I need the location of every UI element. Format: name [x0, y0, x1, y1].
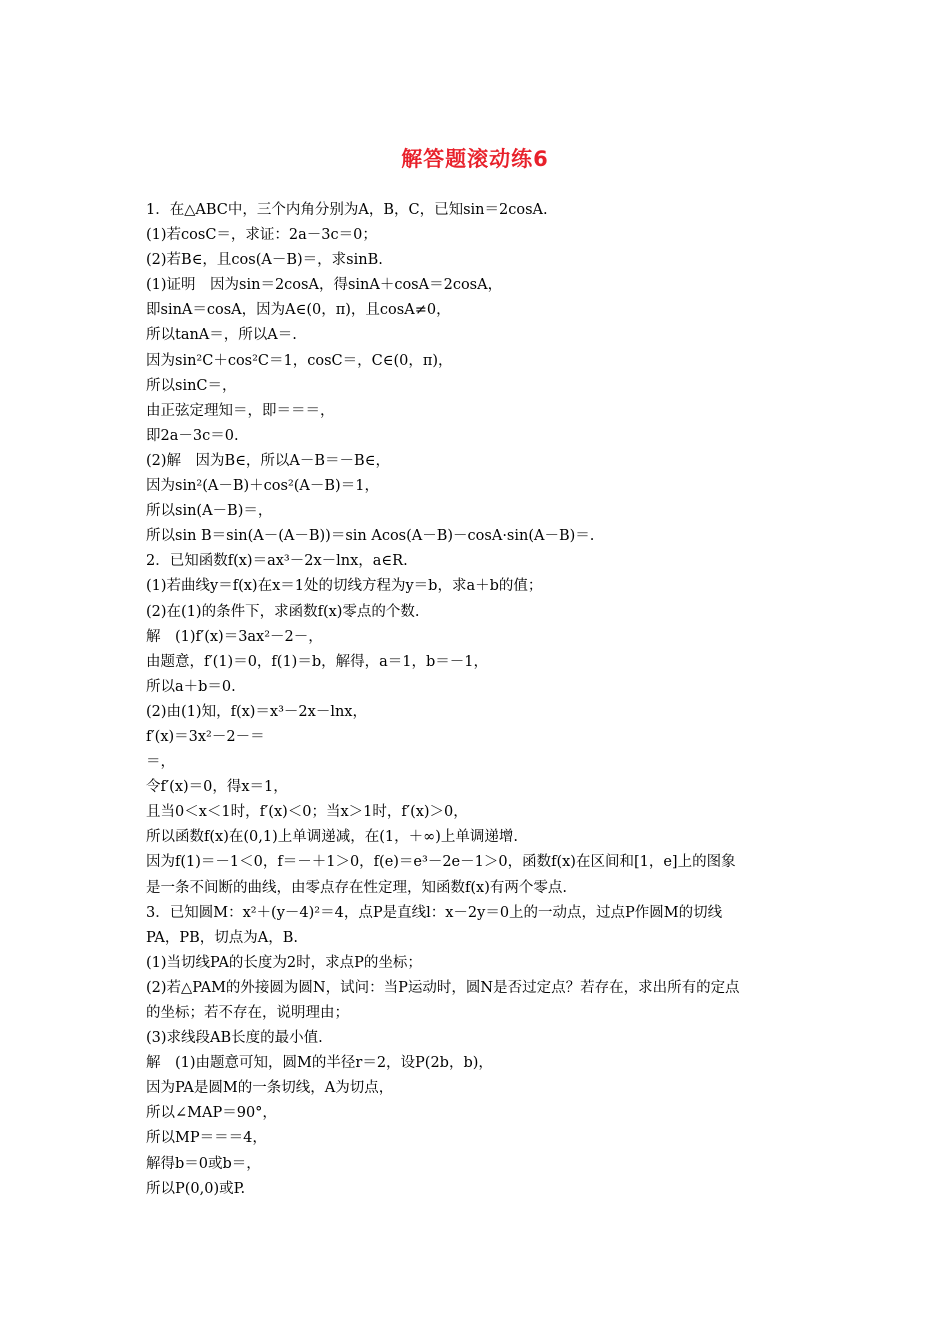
text-line: 所以a＋b＝0. [146, 678, 236, 695]
text-line: 且当0＜x＜1时，f′(x)＜0；当x＞1时，f′(x)＞0， [146, 804, 468, 821]
text-line: 由题意，f′(1)＝0，f(1)＝b，解得，a＝1，b＝－1， [146, 653, 488, 670]
text-line: PA，PB，切点为A，B. [146, 929, 299, 946]
text-line: (2)在(1)的条件下，求函数f(x)零点的个数. [146, 603, 420, 620]
text-line: 即2a－3c＝0. [146, 427, 239, 444]
text-line: 解 (1)由题意可知，圆M的半径r＝2，设P(2b，b)， [146, 1055, 493, 1072]
text-line: (1)若cosC＝，求证：2a－3c＝0； [146, 227, 377, 244]
text-line: 2．已知函数f(x)＝ax³－2x－lnx，a∈R. [146, 553, 408, 570]
text-line: 所以tanA＝，所以A＝. [146, 327, 297, 344]
text-line: (2)由(1)知，f(x)＝x³－2x－lnx， [146, 703, 367, 720]
text-line: (1)当切线PA的长度为2时，求点P的坐标； [146, 954, 422, 971]
text-line: 因为f(1)＝－1＜0，f＝－＋1＞0，f(e)＝e³－2e－1＞0，函数f(x)在区间和[1，e]上的图象 [146, 854, 736, 871]
page-title: 解答题滚动练6 [401, 147, 549, 171]
text-line: 所以sinC＝， [146, 377, 237, 394]
text-line: 是一条不间断的曲线，由零点存在性定理，知函数f(x)有两个零点. [146, 879, 567, 896]
text-line: (2)若△PAM的外接圆为圆N，试问：当P运动时，圆N是否过定点？若存在，求出所有的定点 [146, 979, 740, 996]
text-line: (2)若B∈，且cos(A－B)＝，求sinB. [146, 252, 383, 269]
text-line: 所以sin(A－B)＝， [146, 503, 273, 520]
text-line: ＝， [146, 754, 175, 771]
text-line: 所以∠MAP＝90°， [146, 1105, 277, 1122]
text-line: 因为PA是圆M的一条切线，A为切点， [146, 1080, 394, 1097]
text-line: 所以P(0,0)或P. [146, 1180, 246, 1197]
text-line: 由正弦定理知＝，即＝＝＝， [146, 402, 335, 419]
text-line: 令f′(x)＝0，得x＝1， [146, 779, 288, 796]
text-line: 1．在△ABC中，三个内角分别为A，B，C，已知sin＝2cosA. [146, 202, 548, 218]
text-line: 所以MP＝＝＝4， [146, 1130, 267, 1147]
text-line: 因为sin²C＋cos²C＝1，cosC＝，C∈(0，π)， [146, 352, 453, 369]
text-line: (2)解 因为B∈，所以A－B＝－B∈， [146, 452, 390, 469]
text-line: (1)证明 因为sin＝2cosA，得sinA＋cosA＝2cosA， [146, 277, 503, 294]
text-line: 解 (1)f′(x)＝3ax²－2－， [146, 628, 323, 645]
text-line: 的坐标；若不存在，说明理由； [146, 1005, 349, 1021]
text-line: 解得b＝0或b＝， [146, 1155, 261, 1172]
text-line: (1)若曲线y＝f(x)在x＝1处的切线方程为y＝b，求a＋b的值； [146, 578, 543, 595]
text-line: 即sinA＝cosA，因为A∈(0，π)，且cosA≠0， [146, 302, 451, 319]
text-line: 3．已知圆M：x²＋(y－4)²＝4，点P是直线l：x－2y＝0上的一动点，过点P作圆M的切线 [146, 904, 723, 921]
text-line: f′(x)＝3x²－2－＝ [146, 728, 265, 745]
text-line: 所以函数f(x)在(0,1)上单调递减，在(1，＋∞)上单调递增. [146, 829, 518, 846]
document-body [146, 198, 806, 1202]
text-line: 所以sin B＝sin(A－(A－B))＝sin Acos(A－B)－cosA·sin(A－B)＝. [146, 528, 595, 545]
text-line: (3)求线段AB长度的最小值. [146, 1030, 323, 1047]
text-line: 因为sin²(A－B)＋cos²(A－B)＝1， [146, 478, 379, 495]
